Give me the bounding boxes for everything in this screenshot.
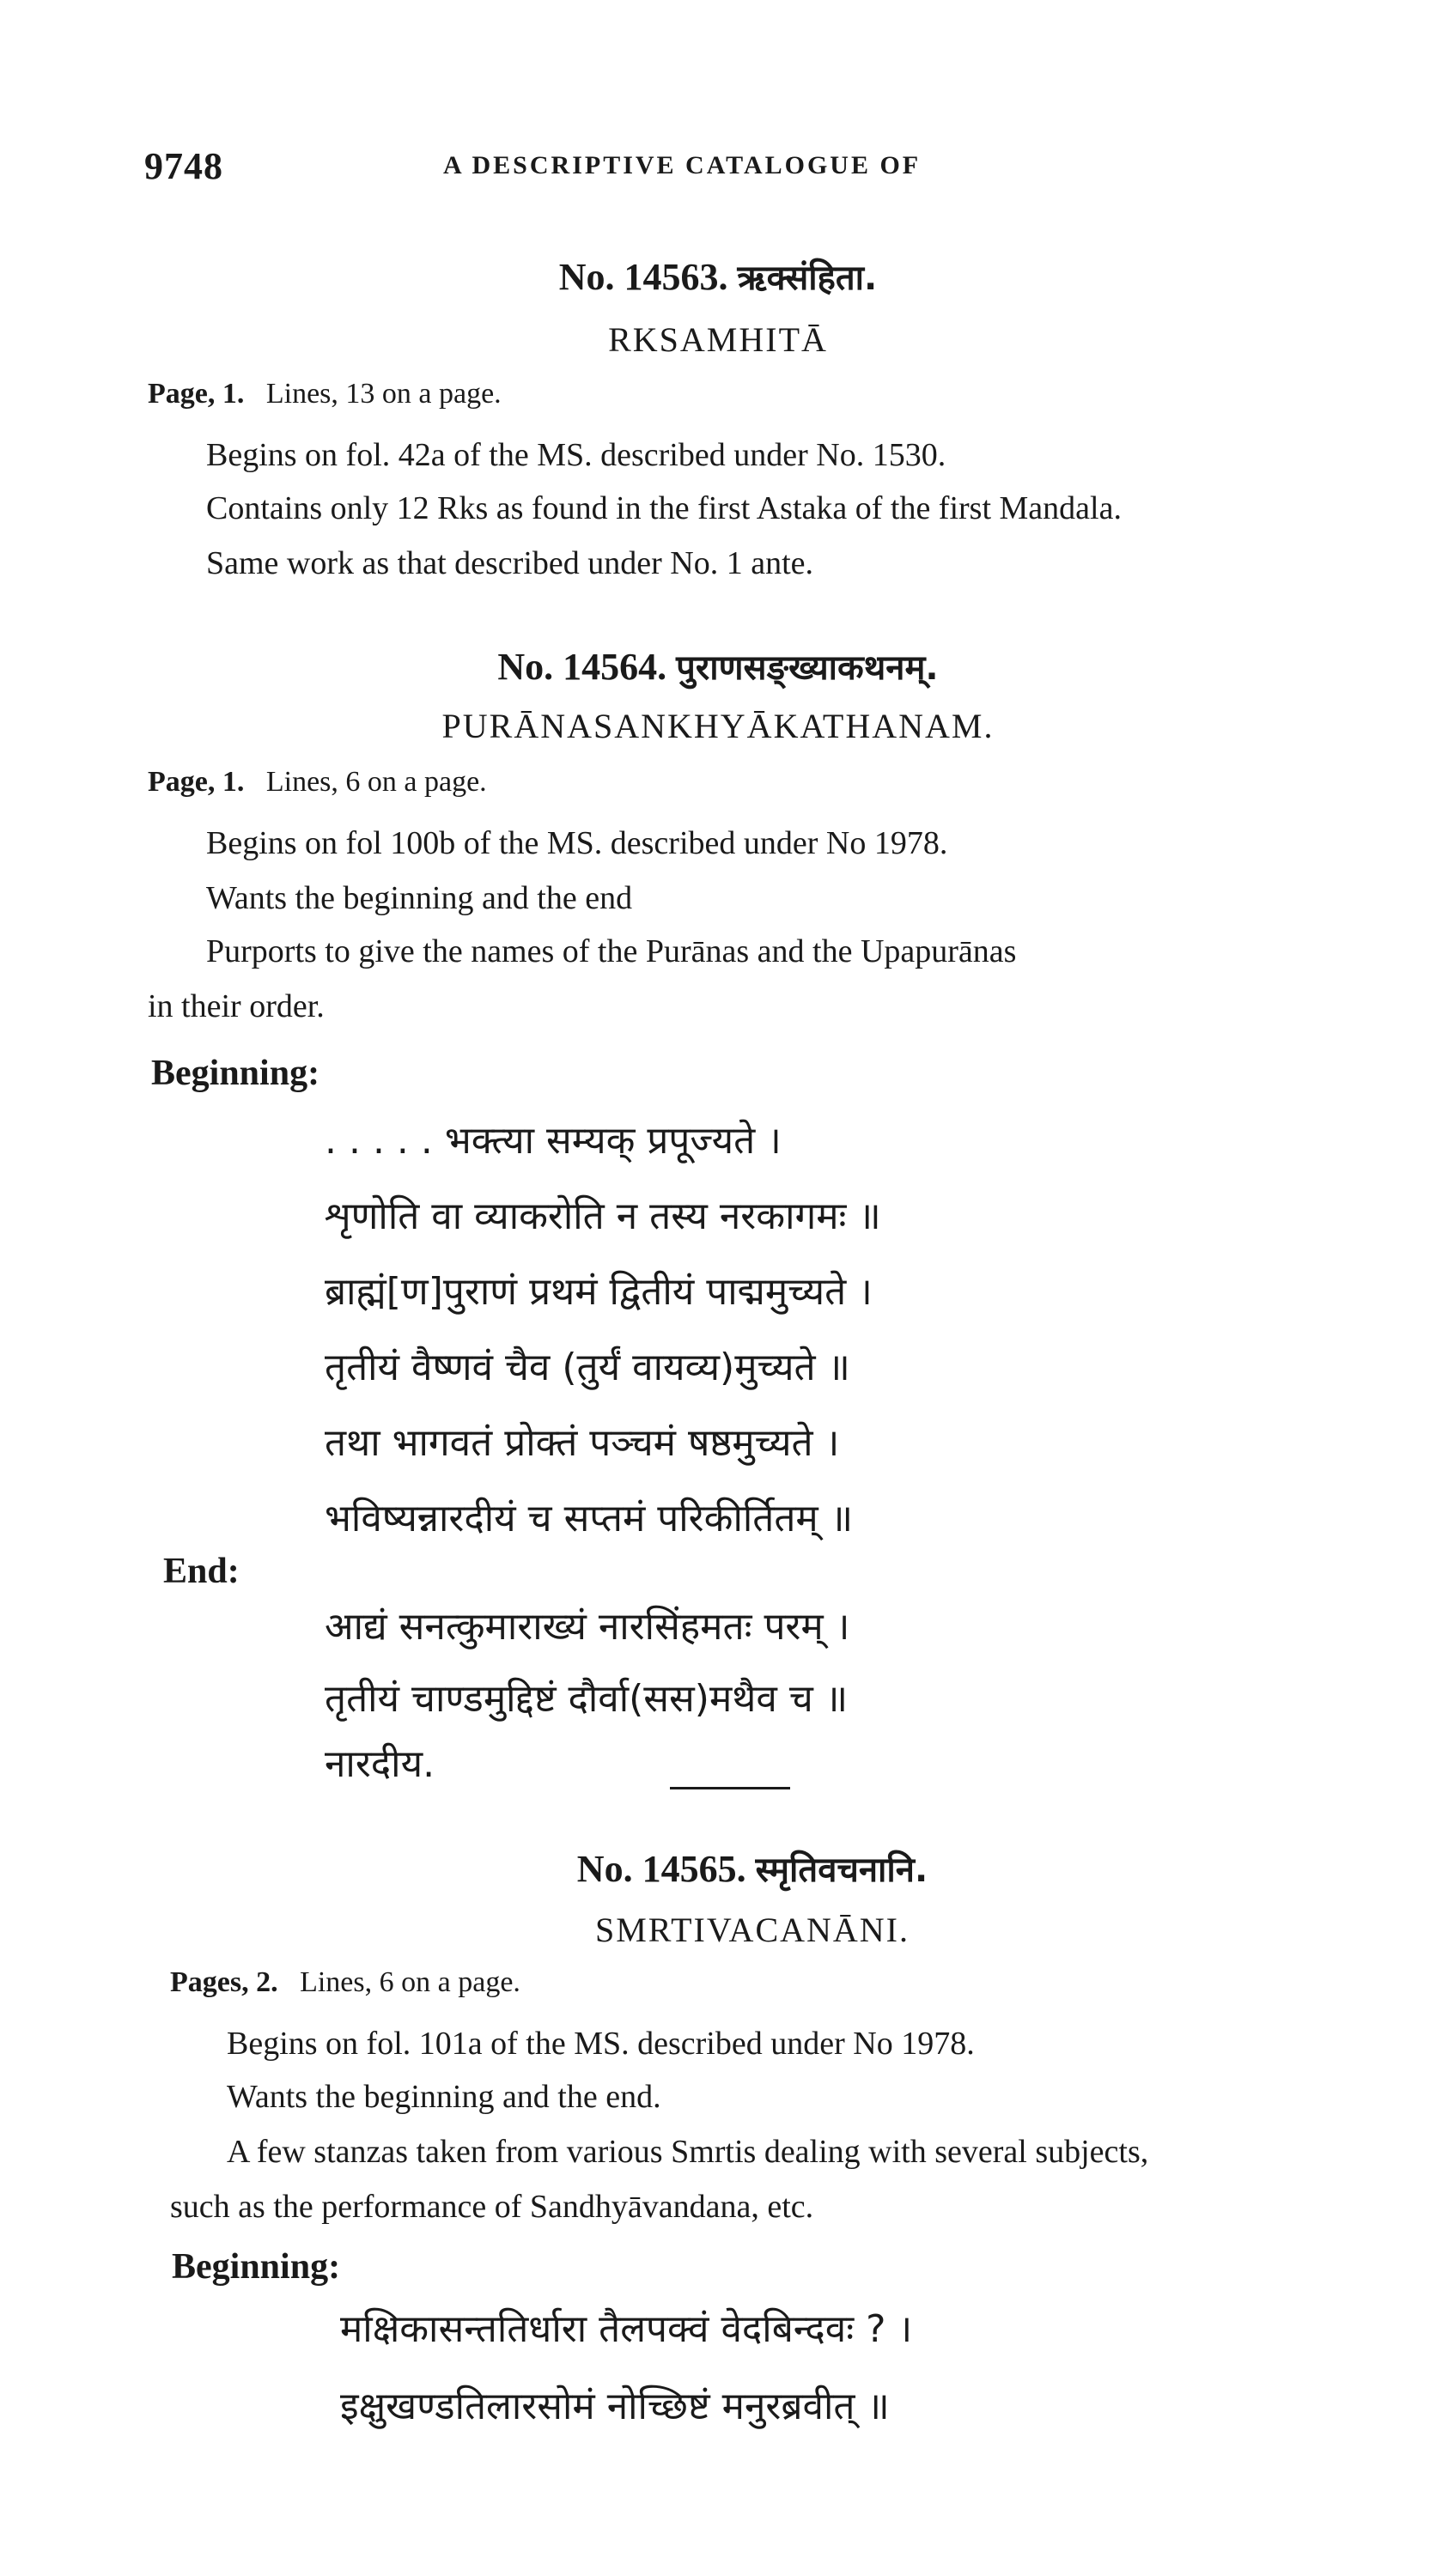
entry-heading (0, 642, 1436, 690)
entry-paragraph: A few stanzas taken from various Smrtis dealing with several subjects, (227, 2134, 1149, 2170)
page-count: Page, 1. (148, 766, 245, 798)
entry-paragraph: Begins on fol. 42a of the MS. described under No. 1530. (206, 437, 946, 473)
entry-paragraph: such as the performance of Sandhyāvandana, etc. (170, 2189, 814, 2225)
entry-title-roman: PURĀNASANKHYĀKATHANAM. (441, 707, 995, 745)
entry-heading (34, 1844, 1436, 1892)
entry-number: No. 14565. (576, 1848, 746, 1890)
entry-heading (0, 252, 1436, 300)
entry-meta (170, 1966, 520, 1999)
entry-title-roman: SMRTIVACANĀNI. (594, 1911, 910, 1949)
running-title: A DESCRIPTIVE CATALOGUE OF (443, 151, 922, 179)
verse-line: शृणोति वा व्याकरोति न तस्य नरकागमः ॥ (325, 1194, 881, 1238)
verse-line: . . . . . भक्त्या सम्यक् प्रपूज्यते । (325, 1119, 782, 1163)
beginning-label: Beginning: (151, 1054, 320, 1093)
page-number: 9748 (144, 145, 223, 187)
line-count: Lines, 6 on a page. (300, 1966, 520, 1998)
entry-paragraph: Contains only 12 Rks as found in the first Astaka of the first Mandala. (206, 490, 1122, 526)
entry-title-roman: RKSAMHITĀ (608, 320, 828, 359)
entry-number: No. 14563. (558, 256, 728, 298)
entry-paragraph: Begins on fol. 101a of the MS. described under No 1978. (227, 2026, 975, 2062)
verse-line: तृतीयं वैष्णवं चैव (तुर्यं वायव्य)मुच्यते ॥ (325, 1346, 850, 1389)
section-divider (670, 1787, 790, 1789)
verse-line: तृतीयं चाण्डमुद्दिष्टं दौर्वा(सस)मथैव च ॥ (325, 1677, 849, 1721)
entry-paragraph: Wants the beginning and the end. (227, 2079, 661, 2115)
page-count: Pages, 2. (170, 1966, 278, 1998)
verse-line: आद्यं सनत्कुमाराख्यं नारसिंहमतः परम् । (325, 1605, 850, 1649)
entry-title-devanagari: स्मृतिवचनानि. (755, 1850, 928, 1890)
entry-meta (148, 378, 502, 410)
verse-line: ब्राह्मं[ण]पुराणं प्रथमं द्वितीयं पाद्ममुच्यते । (325, 1270, 873, 1314)
beginning-label: Beginning: (172, 2247, 341, 2287)
entry-paragraph: Same work as that described under No. 1 ante. (206, 545, 814, 581)
line-count: Lines, 13 on a page. (265, 378, 502, 410)
verse-line: भविष्यन्नारदीयं च सप्तमं परिकीर्तितम् ॥ (325, 1497, 854, 1540)
verse-line: इक्षुखण्डतिलारसोमं नोच्छिष्टं मनुरब्रवीत् ॥ (340, 2385, 890, 2428)
entry-number: No. 14564. (497, 646, 667, 688)
page-count: Page, 1. (148, 378, 245, 410)
entry-paragraph: Wants the beginning and the end (206, 880, 633, 916)
verse-line: तथा भागवतं प्रोक्तं पञ्चमं षष्ठमुच्यते । (325, 1421, 840, 1465)
entry-title-devanagari: ऋक्संहिता. (737, 258, 878, 298)
entry-paragraph: in their order. (148, 988, 325, 1024)
end-label: End: (163, 1552, 240, 1591)
line-count: Lines, 6 on a page. (265, 766, 487, 798)
entry-title-devanagari: पुराणसङ्ख्याकथनम्. (676, 648, 939, 688)
entry-meta (148, 766, 487, 799)
entry-paragraph: Purports to give the names of the Purānas and the Upapurānas (206, 933, 1017, 969)
verse-line: मक्षिकासन्ततिर्धारा तैलपक्वं वेदबिन्दवः ? । (340, 2307, 913, 2351)
verse-line: नारदीय. (325, 1742, 435, 1786)
page-header (144, 144, 1330, 196)
entry-paragraph: Begins on fol 100b of the MS. described under No 1978. (206, 825, 948, 861)
